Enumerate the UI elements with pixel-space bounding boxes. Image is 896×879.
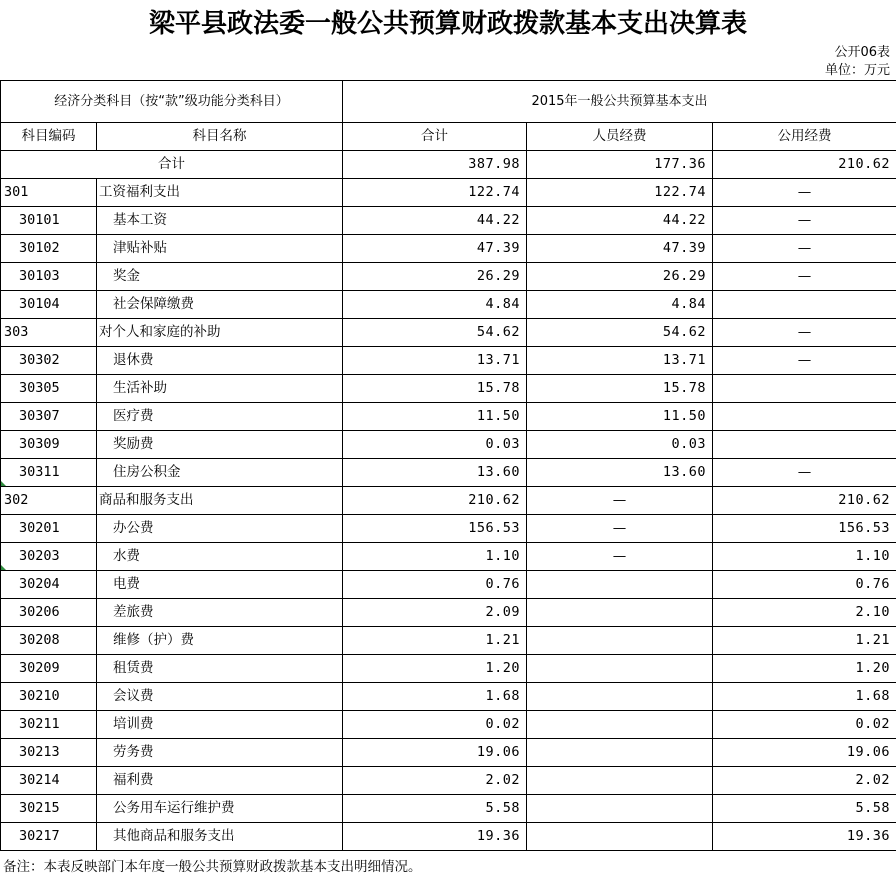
row-name: 维修（护）费 [97, 627, 343, 655]
row-personnel [527, 599, 713, 627]
row-code: 303 [1, 319, 97, 347]
row-code: 30102 [1, 235, 97, 263]
row-code: 30203 [1, 543, 97, 571]
row-total: 5.58 [343, 795, 527, 823]
row-public: — [713, 207, 896, 235]
table-row [1, 739, 896, 767]
table-row [1, 403, 896, 431]
row-personnel [527, 739, 713, 767]
row-name: 对个人和家庭的补助 [97, 319, 343, 347]
row-name: 其他商品和服务支出 [97, 823, 343, 851]
row-personnel [527, 683, 713, 711]
table-row [1, 347, 896, 375]
row-public: — [713, 235, 896, 263]
row-personnel [527, 795, 713, 823]
row-code: 302 [1, 487, 97, 515]
table-row [1, 627, 896, 655]
row-personnel [527, 711, 713, 739]
row-personnel: 122.74 [527, 179, 713, 207]
table-row [1, 711, 896, 739]
table-row [1, 599, 896, 627]
table-row [1, 823, 896, 851]
row-name: 公务用车运行维护费 [97, 795, 343, 823]
row-public: 19.06 [713, 739, 896, 767]
row-name: 商品和服务支出 [97, 487, 343, 515]
row-name: 社会保障缴费 [97, 291, 343, 319]
row-personnel: 11.50 [527, 403, 713, 431]
table-row [1, 683, 896, 711]
table-row [1, 795, 896, 823]
row-total: 44.22 [343, 207, 527, 235]
row-public: 1.21 [713, 627, 896, 655]
total-total: 387.98 [343, 151, 527, 179]
row-code: 30211 [1, 711, 97, 739]
row-personnel [527, 767, 713, 795]
total-row [1, 151, 896, 179]
row-name: 奖金 [97, 263, 343, 291]
row-code: 30101 [1, 207, 97, 235]
row-public [713, 403, 896, 431]
table-row [1, 571, 896, 599]
row-code: 30208 [1, 627, 97, 655]
table-row [1, 767, 896, 795]
row-code: 30201 [1, 515, 97, 543]
row-name: 福利费 [97, 767, 343, 795]
row-personnel: 0.03 [527, 431, 713, 459]
row-public: — [713, 319, 896, 347]
table-row [1, 431, 896, 459]
row-code: 30209 [1, 655, 97, 683]
row-code: 30213 [1, 739, 97, 767]
row-public: 0.02 [713, 711, 896, 739]
table-row [1, 291, 896, 319]
row-total: 13.71 [343, 347, 527, 375]
total-label: 合计 [1, 151, 343, 179]
row-public: 210.62 [713, 487, 896, 515]
row-total: 156.53 [343, 515, 527, 543]
header-group-row [1, 81, 896, 123]
row-total: 1.10 [343, 543, 527, 571]
row-total: 1.20 [343, 655, 527, 683]
row-name: 退休费 [97, 347, 343, 375]
row-total: 1.68 [343, 683, 527, 711]
row-total: 15.78 [343, 375, 527, 403]
header-economic-category: 经济分类科目（按“款”级功能分类科目） [1, 81, 343, 123]
row-code: 30305 [1, 375, 97, 403]
header-column-row [1, 123, 896, 151]
row-public: 1.20 [713, 655, 896, 683]
row-code: 30307 [1, 403, 97, 431]
row-personnel: 26.29 [527, 263, 713, 291]
row-total: 11.50 [343, 403, 527, 431]
table-row [1, 375, 896, 403]
row-personnel: 13.60 [527, 459, 713, 487]
row-total: 210.62 [343, 487, 527, 515]
row-total: 19.36 [343, 823, 527, 851]
row-personnel: 44.22 [527, 207, 713, 235]
row-total: 4.84 [343, 291, 527, 319]
row-total: 2.02 [343, 767, 527, 795]
row-code: 30204 [1, 571, 97, 599]
header-public: 公用经费 [713, 123, 896, 151]
row-code: 30210 [1, 683, 97, 711]
row-name: 住房公积金 [97, 459, 343, 487]
row-code: 30215 [1, 795, 97, 823]
row-code: 30311 [1, 459, 97, 487]
row-total: 1.21 [343, 627, 527, 655]
row-name: 工资福利支出 [97, 179, 343, 207]
row-personnel: 4.84 [527, 291, 713, 319]
header-personnel: 人员经费 [527, 123, 713, 151]
cell-comment-marker [1, 565, 6, 570]
row-total: 47.39 [343, 235, 527, 263]
table-row [1, 319, 896, 347]
row-code: 30104 [1, 291, 97, 319]
row-name: 水费 [97, 543, 343, 571]
row-total: 19.06 [343, 739, 527, 767]
row-public: 1.10 [713, 543, 896, 571]
row-public [713, 291, 896, 319]
row-personnel: — [527, 515, 713, 543]
row-public [713, 431, 896, 459]
footnote: 备注：本表反映部门本年度一般公共预算财政拨款基本支出明细情况。 [3, 859, 422, 875]
header-code: 科目编码 [1, 123, 97, 151]
form-code: 公开06表 [834, 45, 890, 60]
row-public: 0.76 [713, 571, 896, 599]
row-name: 生活补助 [97, 375, 343, 403]
row-code: 30214 [1, 767, 97, 795]
table-row [1, 655, 896, 683]
row-code: 301 [1, 179, 97, 207]
row-name: 劳务费 [97, 739, 343, 767]
header-name: 科目名称 [97, 123, 343, 151]
row-name: 会议费 [97, 683, 343, 711]
row-public: 19.36 [713, 823, 896, 851]
row-code: 30103 [1, 263, 97, 291]
row-name: 医疗费 [97, 403, 343, 431]
report-title: 梁平县政法委一般公共预算财政拨款基本支出决算表 [148, 9, 747, 39]
row-personnel [527, 823, 713, 851]
row-total: 2.09 [343, 599, 527, 627]
row-name: 津贴补贴 [97, 235, 343, 263]
row-public: 156.53 [713, 515, 896, 543]
row-public: — [713, 179, 896, 207]
cell-comment-marker [1, 481, 6, 486]
row-personnel [527, 571, 713, 599]
row-code: 30217 [1, 823, 97, 851]
header-total: 合计 [343, 123, 527, 151]
row-name: 电费 [97, 571, 343, 599]
total-public: 210.62 [713, 151, 896, 179]
total-personnel: 177.36 [527, 151, 713, 179]
row-public: 5.58 [713, 795, 896, 823]
row-personnel [527, 627, 713, 655]
row-code: 30206 [1, 599, 97, 627]
row-total: 13.60 [343, 459, 527, 487]
table-row [1, 459, 896, 487]
row-public [713, 375, 896, 403]
row-name: 差旅费 [97, 599, 343, 627]
row-public: — [713, 263, 896, 291]
row-public: 2.02 [713, 767, 896, 795]
row-personnel: 47.39 [527, 235, 713, 263]
table-row [1, 543, 896, 571]
row-total: 26.29 [343, 263, 527, 291]
row-personnel: 54.62 [527, 319, 713, 347]
row-personnel: 13.71 [527, 347, 713, 375]
row-public: — [713, 459, 896, 487]
row-personnel [527, 655, 713, 683]
table-row [1, 515, 896, 543]
unit-label: 单位：万元 [824, 63, 890, 78]
budget-table [0, 80, 896, 851]
table-row [1, 207, 896, 235]
row-total: 0.02 [343, 711, 527, 739]
row-total: 0.76 [343, 571, 527, 599]
row-total: 54.62 [343, 319, 527, 347]
row-public: 2.10 [713, 599, 896, 627]
row-code: 30302 [1, 347, 97, 375]
table-row [1, 235, 896, 263]
row-personnel: — [527, 487, 713, 515]
row-name: 基本工资 [97, 207, 343, 235]
row-total: 122.74 [343, 179, 527, 207]
table-row [1, 179, 896, 207]
row-code: 30309 [1, 431, 97, 459]
row-public: — [713, 347, 896, 375]
header-budget-year: 2015年一般公共预算基本支出 [343, 81, 896, 123]
table-row [1, 263, 896, 291]
row-name: 奖励费 [97, 431, 343, 459]
row-personnel: — [527, 543, 713, 571]
row-name: 办公费 [97, 515, 343, 543]
row-personnel: 15.78 [527, 375, 713, 403]
row-public: 1.68 [713, 683, 896, 711]
row-name: 培训费 [97, 711, 343, 739]
table-row [1, 487, 896, 515]
row-name: 租赁费 [97, 655, 343, 683]
row-total: 0.03 [343, 431, 527, 459]
